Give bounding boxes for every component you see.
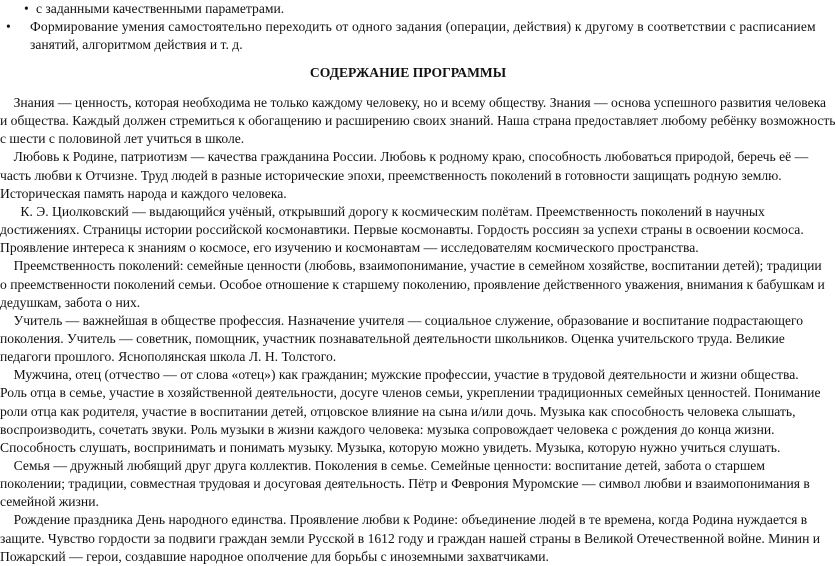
- text-line: Рождение праздника День народного единства. Проявление любви к Родине: объединение людей в те времена, когда Родина нуждается в: [0, 512, 808, 528]
- text-line: поколения. Учитель — советник, помощник, участник познавательной деятельности школьников. Оценка учительского труда. Великие: [0, 330, 785, 346]
- text-line: Учитель — важнейшая в обществе профессия. Назначение учителя — социальное служение, образование и воспитание подрастающего: [0, 312, 804, 328]
- text-line: Знания — ценность, которая необходима не только каждому человеку, но и всему обществу. Знания — основа успешного развития человека: [0, 95, 827, 110]
- bullet-icon: •: [6, 19, 11, 34]
- text-line: защите. Чувство гордости за подвиги граждан земли Русской в 1612 году и граждан нашей страны в Великой Отечественной войне. Минин и: [0, 530, 821, 546]
- text-line: поколении; традиции, совместная трудовая и досуговая деятельность. Пётр и Феврония Муромские — символ любви и взаимопонимания в: [0, 476, 810, 492]
- text-line: К. Э. Циолковский — выдающийся учёный, открывший дорогу к космическим полётам. Преемственность поколений в научных: [0, 203, 765, 219]
- text-line: часть любви к Отчизне. Труд людей в разные исторические эпохи, преемственность поколений в готовности защищать родную землю.: [0, 167, 782, 183]
- text-line: о преемственности поколений семьи. Особое отношение к старшему поколению, проявление действенного уважения, внимания к бабушкам и: [0, 276, 825, 292]
- text-line: и общества. Каждый должен стремиться к обогащению и расширению своих знаний. Наша страна предоставляет любому ребёнку возможность: [0, 113, 836, 129]
- text-line: семейной жизни.: [0, 494, 99, 510]
- bullet-item-2-line-2: занятий, алгоритмом действия и т. д.: [30, 37, 243, 52]
- text-line: Преемственность поколений: семейные ценности (любовь, взаимопонимание, участие в семейном хозяйстве, воспитании детей); традиции: [0, 258, 822, 274]
- bullet-item-1: [24, 0, 285, 18]
- text-line: с шести с половиной лет учиться в школе.: [0, 131, 245, 147]
- bullet-icon: •: [24, 1, 29, 16]
- text-line: Способность слушать, воспринимать и понимать музыку. Музыка, которую можно увидеть. Музыка, которую нужно учиться слушать.: [0, 439, 781, 455]
- text-line: достижениях. Страницы истории российской космонавтики. Первые космонавты. Гордость россиян за успехи страны в освоении космоса.: [0, 222, 804, 238]
- bullet-item-1-text: с заданными качественными параметрами.: [36, 1, 285, 16]
- text-line: педагоги прошлого. Яснополянская школа Л. Н. Толстого.: [0, 349, 337, 365]
- text-line: Роль отца в семье, участие в хозяйственной деятельности, досуге членов семьи, укреплении традиционных семейных ценностей. Понимание: [0, 385, 821, 401]
- text-line: Проявление интереса к знаниям о космосе, его изучению и космонавтам — исследователям космического пространства.: [0, 240, 699, 256]
- text-line: воспроизводить, сочетать звуки. Роль музыки в жизни каждого человека: музыка сопровождает человека с рождения до конца жизни.: [0, 421, 775, 437]
- bullet-item-2-continuation: [30, 36, 243, 54]
- text-line: Историческая память народа и каждого человека.: [0, 185, 287, 201]
- text-line: Семья — дружный любящий друг друга коллектив. Поколения в семье. Семейные ценности: воспитание детей, забота о старшем: [0, 458, 765, 473]
- text-line: роли отца как родителя, участие в воспитании детей, отцовское влияние на сына и/или дочь. Музыка как способность человека слышать,: [0, 403, 796, 419]
- text-line: дедушкам, забота о них.: [0, 294, 141, 310]
- section-heading: СОДЕРЖАНИЕ ПРОГРАММЫ: [309, 65, 507, 80]
- text-line: Любовь к Родине, патриотизм — качества гражданина России. Любовь к родному краю, способность любоваться природой, беречь её —: [0, 149, 809, 165]
- text-line: Мужчина, отец (отчество — от слова «отец») как гражданин; мужские профессии, участие в трудовой деятельности и жизни общества.: [0, 367, 799, 383]
- bullet-item-2-line-1: Формирование умения самостоятельно переходить от одного задания (операции, действия) к другому в соответствии с расписанием: [30, 19, 816, 34]
- text-line: Пожарский — герои, создавшие народное ополчение для борьбы с иноземными захватчиками.: [0, 548, 549, 564]
